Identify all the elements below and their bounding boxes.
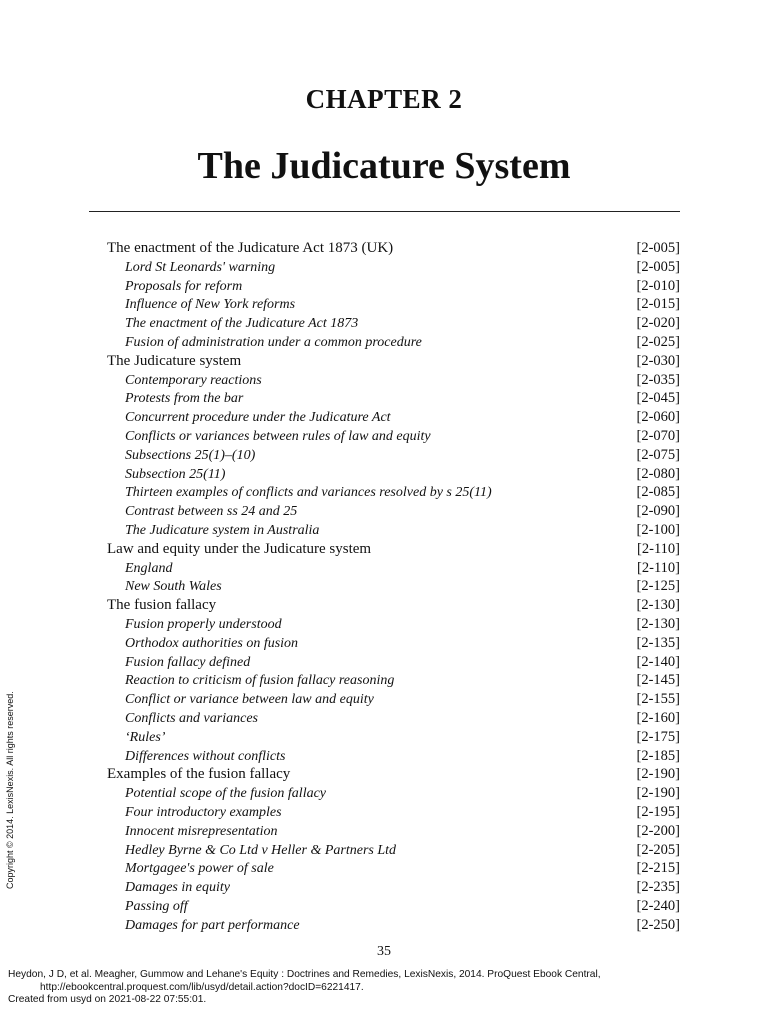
toc-section (107, 540, 680, 559)
toc-subsection (107, 859, 680, 878)
toc-subsection (107, 784, 680, 803)
toc-entry-title: The enactment of the Judicature Act 1873 (UK) (107, 240, 394, 256)
toc-entry-ref: [2-190] (636, 766, 680, 783)
toc-entry-ref: [2-200] (636, 822, 680, 839)
toc-entry-ref: [2-010] (636, 277, 680, 294)
toc-entry-ref: [2-130] (636, 597, 680, 614)
toc-subsection (107, 333, 680, 352)
toc-entry-title: Passing off (125, 898, 188, 914)
toc-subsection (107, 822, 680, 841)
toc-entry-ref: [2-005] (636, 240, 680, 256)
toc-entry-title: New South Wales (125, 579, 222, 595)
toc-subsection (107, 427, 680, 446)
toc-entry-title: Contemporary reactions (125, 372, 262, 388)
toc-entry-title: Proposals for reform (125, 278, 243, 294)
toc-entry-title: Subsections 25(1)–(10) (125, 447, 256, 463)
toc-entry-title: Subsection 25(11) (125, 466, 226, 482)
toc-subsection (107, 916, 680, 935)
title-divider (89, 211, 680, 212)
toc-entry-ref: [2-145] (636, 672, 680, 689)
toc-subsection (107, 408, 680, 427)
toc-entry-title: Reaction to criticism of fusion fallacy reasoning (125, 673, 395, 689)
toc-entry-ref: [2-155] (636, 691, 680, 708)
toc-section (107, 239, 680, 258)
toc-section (107, 765, 680, 784)
toc-entry-title: Fusion properly understood (125, 616, 282, 632)
citation-line-1: Heydon, J D, et al. Meagher, Gummow and Lehane's Equity : Doctrines and Remedies, LexisNexis, 2014. ProQuest Ebook Central, (8, 969, 601, 980)
toc-subsection (107, 258, 680, 277)
toc-subsection (107, 502, 680, 521)
toc-subsection (107, 465, 680, 484)
toc-entry-title: Mortgagee's power of sale (125, 861, 274, 877)
chapter-label: CHAPTER 2 (305, 84, 463, 114)
toc-entry-title: Examples of the fusion fallacy (107, 766, 291, 783)
toc-entry-ref: [2-080] (636, 465, 680, 482)
toc-section (107, 352, 680, 371)
toc-entry-ref: [2-005] (636, 258, 680, 275)
toc-entry-ref: [2-185] (636, 747, 680, 764)
toc-entry-ref: [2-160] (636, 709, 680, 726)
toc-subsection (107, 521, 680, 540)
toc-subsection (107, 897, 680, 916)
toc-subsection (107, 314, 680, 333)
toc-entry-ref: [2-110] (637, 559, 680, 576)
toc-entry-title: Conflicts or variances between rules of law and equity (125, 428, 431, 444)
toc-entry-title: Damages in equity (125, 880, 230, 896)
toc-subsection (107, 559, 680, 578)
toc-entry-title: The enactment of the Judicature Act 1873 (125, 316, 359, 332)
toc-entry-title: England (125, 560, 173, 576)
toc-entry-ref: [2-110] (637, 540, 680, 557)
toc-entry-title: Law and equity under the Judicature system (107, 540, 372, 557)
toc-entry-title: Conflicts and variances (125, 710, 258, 726)
toc-entry-ref: [2-060] (636, 409, 680, 426)
toc-entry-ref: [2-090] (636, 503, 680, 520)
citation-line-3: Created from usyd on 2021-08-22 07:55:01. (8, 994, 207, 1005)
toc-subsection (107, 841, 680, 860)
toc-entry-ref: [2-235] (636, 879, 680, 896)
toc-entry-ref: [2-035] (636, 371, 680, 388)
toc-entry-ref: [2-135] (636, 634, 680, 651)
toc-entry-ref: [2-205] (636, 841, 680, 858)
toc-entry-title: Influence of New York reforms (125, 297, 296, 313)
toc-entry-title: Fusion fallacy defined (125, 654, 251, 670)
toc-subsection (107, 878, 680, 897)
toc-entry-ref: [2-085] (636, 484, 680, 501)
toc-entry-ref: [2-045] (636, 390, 680, 407)
toc-subsection (107, 371, 680, 390)
toc-entry-ref: [2-075] (636, 446, 680, 463)
toc-entry-ref: [2-190] (636, 785, 680, 802)
toc-entry-ref: [2-020] (636, 315, 680, 332)
toc-entry-title: Four introductory examples (125, 804, 282, 820)
toc-subsection (107, 577, 680, 596)
toc-subsection (107, 690, 680, 709)
toc-entry-title: Differences without conflicts (125, 748, 286, 764)
table-of-contents (107, 239, 680, 934)
toc-entry-title: Fusion of administration under a common procedure (125, 334, 422, 350)
toc-entry-ref: [2-100] (636, 521, 680, 538)
toc-subsection (107, 615, 680, 634)
toc-entry-title: Lord St Leonards' warning (125, 259, 276, 275)
toc-entry-ref: [2-195] (636, 803, 680, 820)
toc-entry-title: Hedley Byrne & Co Ltd v Heller & Partners Ltd (125, 842, 397, 858)
toc-entry-ref: [2-070] (636, 427, 680, 444)
toc-entry-ref: [2-015] (636, 296, 680, 313)
toc-subsection (107, 747, 680, 766)
toc-subsection (107, 803, 680, 822)
toc-entry-title: Damages for part performance (125, 917, 300, 933)
toc-entry-title: ‘Rules’ (125, 729, 166, 745)
toc-entry-ref: [2-125] (636, 578, 680, 595)
toc-subsection (107, 277, 680, 296)
toc-entry-ref: [2-175] (636, 728, 680, 745)
toc-entry-ref: [2-240] (636, 897, 680, 914)
toc-entry-title: Innocent misrepresentation (125, 823, 278, 839)
toc-section (107, 596, 680, 615)
toc-entry-title: Protests from the bar (125, 391, 244, 407)
toc-entry-title: Concurrent procedure under the Judicature Act (125, 410, 391, 426)
chapter-title: The Judicature System (197, 145, 571, 187)
toc-entry-ref: [2-025] (636, 333, 680, 350)
toc-subsection (107, 728, 680, 747)
toc-entry-ref: [2-250] (636, 916, 680, 933)
toc-entry-ref: [2-140] (636, 653, 680, 670)
toc-entry-title: The Judicature system (107, 352, 242, 369)
citation-url[interactable]: http://ebookcentral.proquest.com/lib/usyd/detail.action?docID=6221417. (40, 981, 364, 993)
toc-entry-title: Orthodox authorities on fusion (125, 635, 299, 651)
toc-entry-title: Thirteen examples of conflicts and variances resolved by s 25(11) (125, 485, 492, 501)
toc-entry-ref: [2-215] (636, 860, 680, 877)
toc-subsection (107, 446, 680, 465)
toc-entry-title: The Judicature system in Australia (125, 522, 320, 538)
toc-subsection (107, 483, 680, 502)
toc-entry-title: Contrast between ss 24 and 25 (125, 504, 298, 520)
toc-entry-title: Potential scope of the fusion fallacy (125, 786, 327, 802)
toc-entry-ref: [2-130] (636, 615, 680, 632)
toc-entry-title: The fusion fallacy (107, 597, 217, 614)
toc-entry-ref: [2-030] (636, 352, 680, 369)
page-number: 35 (377, 944, 391, 959)
toc-subsection (107, 653, 680, 672)
toc-entry-title: Conflict or variance between law and equity (125, 692, 374, 708)
toc-subsection (107, 295, 680, 314)
copyright-notice: Copyright © 2014. LexisNexis. All rights reserved. (5, 691, 15, 889)
toc-subsection (107, 671, 680, 690)
toc-subsection (107, 709, 680, 728)
toc-subsection (107, 634, 680, 653)
toc-subsection (107, 389, 680, 408)
citation-footer (8, 969, 748, 1007)
